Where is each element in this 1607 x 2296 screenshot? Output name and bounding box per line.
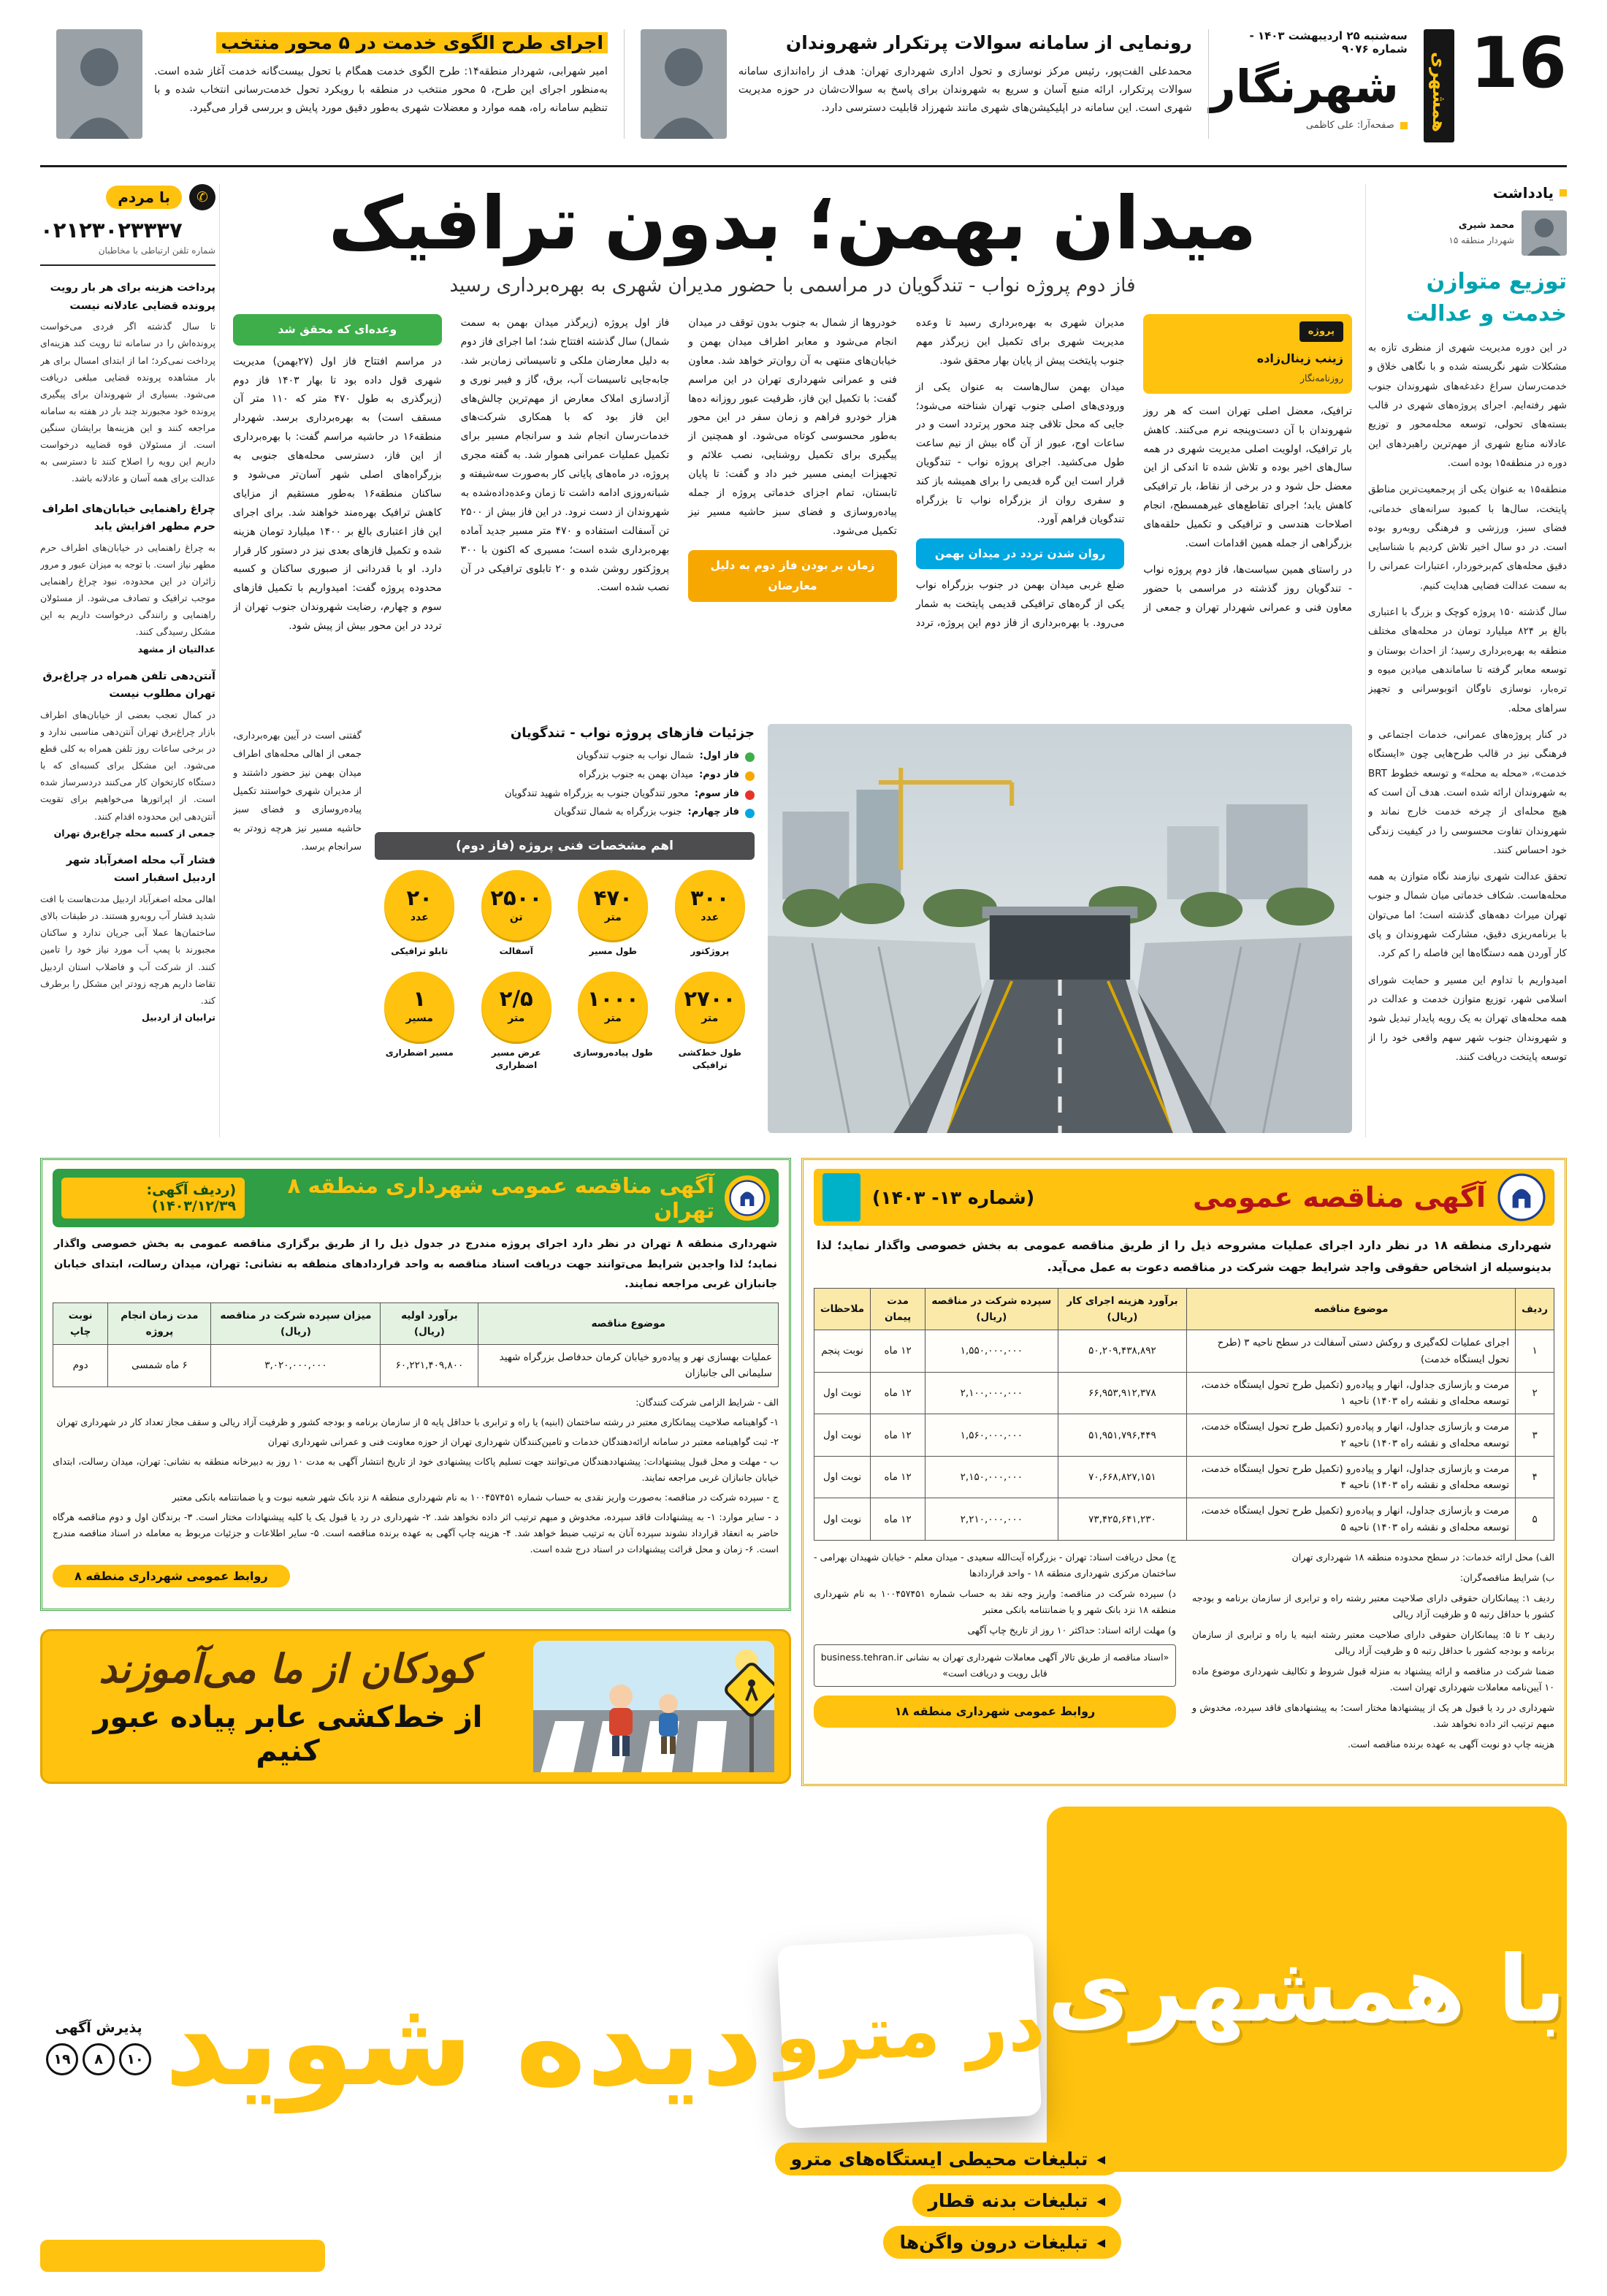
metro-ad-bottom-strip	[40, 2240, 325, 2272]
article-extra-paragraph: گفتنی است در آیین بهره‌برداری، جمعی از اهالی محله‌های اطراف میدان بهمن نیز حضور داشتند و از مدیران شهری خواستند تکمیل پیاده‌روسازی و فضای سبز حاشیه مسیر نیز هرچه زودتر به سرانجام برسد.	[233, 731, 362, 853]
with-people-items	[40, 279, 215, 1023]
note-paragraph: تحقق عدالت شهری نیازمند نگاه متوازن به همه محله‌هاست. شکاف خدماتی میان شمال و جنوب تهران میراث دهه‌های گذشته است؛ اما می‌توان با برنامه‌ریزی دقیق، مشارکت شهروندان و پای کار آوردن همه دستگاه‌ها این فاصله را کم کرد.	[1368, 871, 1567, 960]
masthead-rule	[40, 165, 1567, 167]
tender18-footer: روابط عمومی شهرداری منطقه ۱۸	[814, 1696, 1176, 1728]
kids-crossing-illustration	[533, 1641, 774, 1772]
reader-message-title: چراغ راهنمایی خیابان‌های اطراف حرم مطهر افزایش یابد	[42, 503, 215, 533]
section-header-phase-delay: زمان بر بودن فاز دوم به دلیل معارضان	[688, 550, 897, 602]
phase-row	[375, 787, 755, 802]
tender8-column-header: میزان سپرده شرکت در مناقصه (ریال)	[211, 1303, 381, 1345]
spec-value: ۴۷۰	[593, 885, 633, 910]
phase-color-dot-icon	[745, 752, 755, 762]
date-line: سه‌شنبه ۲۵ اردیبهشت ۱۴۰۳ - شماره ۹۰۷۶	[1249, 29, 1408, 56]
phases-list	[375, 745, 755, 820]
tender18-table-body	[814, 1330, 1554, 1541]
phone-digit-badge: ۱۰	[119, 2043, 151, 2075]
reader-message-title: آنتن‌دهی تلفن همراه در چراغ‌برق تهران مطلوب نیست	[42, 670, 215, 701]
main-headline: میدان بهمن؛ بدون ترافیک	[328, 180, 1257, 266]
contact-phone-number: ۰۲۱۲۳۰۲۳۳۳۷	[40, 218, 183, 243]
cell-deposit: ۳,۰۲۰,۰۰۰,۰۰۰	[211, 1345, 381, 1387]
table-row	[814, 1414, 1554, 1457]
tender8-table-body	[53, 1345, 779, 1387]
phase-row	[375, 749, 755, 764]
note-paragraph: سال گذشته ۱۵۰ پروژه کوچک و بزرگ با اعتباری بالغ بر ۸۲۴ میلیارد تومان در محله‌های مختلف منطقه به بهره‌برداری رسید؛ از احداث بوستان و توسعه معابر گرفته تا ساماندهی میادین میوه و تره‌بار، نوسازی ناوگان اتوبوسرانی و تجهیز سراهای محله.	[1368, 606, 1567, 714]
metro-ad-brand-panel	[1047, 1807, 1567, 2172]
ad-acceptance	[46, 2020, 151, 2075]
table-row	[814, 1330, 1554, 1373]
brief-title	[154, 29, 608, 57]
cell-term: ۱۲ ماه	[871, 1456, 925, 1498]
tehran-municipality-logo	[729, 1180, 766, 1216]
cell-deposit: ۱,۵۵۰,۰۰۰,۰۰۰	[925, 1330, 1058, 1373]
cell-row-number: ۲	[1516, 1372, 1554, 1414]
tender8-column-header: موضوع مناقصه	[478, 1303, 779, 1345]
reader-message	[40, 279, 215, 487]
spec-label: آسفالت	[499, 946, 533, 957]
spec-label: تابلو ترافیکی	[391, 946, 448, 957]
tender18-note: و) مهلت ارائه اسناد: حداکثر ۱۰ روز از تاریخ چاپ آگهی	[967, 1625, 1176, 1636]
tender18-header	[814, 1169, 1554, 1226]
reader-message-signature: عدالتیان از مشهد	[137, 643, 215, 655]
cell-estimate: ۷۳,۴۲۵,۶۴۱,۲۳۰	[1058, 1498, 1187, 1541]
kids-banner-subtitle: از خط‌کشی عابر پیاده عبور کنیم	[93, 1701, 483, 1768]
tender8-term: ب - مهلت و محل قبول پیشنهادات: پیشنهاددهندگان می‌توانند جهت تسلیم پاکات پیشنهادی خود از تاریخ انتشار آگهی به مدت ۱۰ روز به دبیرخانه منطقه به نشانی: تهران، میدان رسالت، ابتدای خیابان جانبازان غربی مراجعه نمایند.	[53, 1455, 779, 1483]
phone-digit-badge: ۱۹	[46, 2043, 78, 2075]
masthead-meta	[1210, 29, 1408, 131]
spec-label: عرض مسیر اضطراری	[491, 1047, 541, 1070]
article-media-row	[233, 724, 1352, 1133]
cell-note: دوم	[53, 1345, 108, 1387]
spec-value: ۱۰۰۰	[587, 986, 639, 1012]
cell-subject: مرمت و بازسازی جداول، انهار و پیاده‌رو (تکمیل طرح تحول ایستگاه خدمت، توسعه محله‌ای و نقشه راه ۱۴۰۳) ناحیه ۵	[1187, 1498, 1516, 1541]
note-paragraph: امیدواریم با تداوم این مسیر و حمایت شورای اسلامی شهر، توزیع متوازن خدمت و عدالت در همه محله‌های تهران به یک رویه پایدار تبدیل شود و شهروندان جنوب شهر سهم واقعی خود را از توسعه پایتخت دریافت کنند.	[1368, 974, 1567, 1063]
note-paragraph: در کنار پروژه‌های عمرانی، خدمات اجتماعی و فرهنگی نیز در قالب طرح‌هایی چون «ایستگاه خدمت»، «محله به محله» و توسعه خطوط BRT به شهروندان ارائه شده است. هدف آن است که هیچ محله‌ای از چرخه خدمت خارج نماند و شهروندان تفاوت محسوسی را در کیفیت زندگی خود احساس کنند.	[1368, 728, 1567, 856]
tender18-table	[814, 1288, 1554, 1541]
spec-item	[472, 972, 562, 1072]
reader-message	[40, 668, 215, 839]
reader-message-signature: جمعی از کسبه محله چراغ‌برق تهران	[53, 827, 215, 839]
cell-subject: اجرای عملیات لکه‌گیری و روکش دستی آسفالت در سطح ناحیه ۳ (طرح تحول ایستگاه خدمت)	[1187, 1330, 1516, 1373]
byline-name: زینب زینال‌زاده	[1256, 351, 1343, 366]
phase-color-dot-icon	[745, 771, 755, 781]
spec-value: ۳۰۰	[690, 885, 730, 910]
tender18-notes	[814, 1549, 1554, 1757]
reader-message	[40, 852, 215, 1023]
ad-acceptance-label: پذیرش آگهی	[55, 2020, 142, 2036]
tender18-column-header: ملاحظات	[814, 1288, 871, 1330]
page-number: 16	[1470, 23, 1567, 104]
metro-ad-brand-text: با همشهری	[1047, 1936, 1566, 2043]
reader-message-body: به چراغ راهنمایی در خیابان‌های اطراف حرم مطهر نیاز است. با توجه به میزان عبور و مرور زائران در این محدوده، نبود چراغ راهنمایی موجب ترافیک و تصادف می‌شود. از مسئولان راهنمایی و رانندگی درخواست داریم به این مشکل رسیدگی کنند.	[40, 541, 215, 638]
cell-note: نوبت اول	[814, 1498, 871, 1541]
phase-description: جنوب بزرگراه به شمال تندگویان	[554, 806, 682, 818]
spec-circle	[675, 972, 745, 1042]
spec-item	[568, 870, 658, 958]
tender18-note: الف) محل ارائه خدمات: در سطح محدوده منطقه ۱۸ شهرداری تهران	[1291, 1551, 1554, 1563]
tender18-notes-left-wrap	[814, 1549, 1176, 1757]
tender8-term: الف - شرایط الزامی شرکت کنندگان:	[635, 1396, 779, 1408]
cell-deposit: ۲,۱۰۰,۰۰۰,۰۰۰	[925, 1372, 1058, 1414]
tender18-column-header: سپرده شرکت در مناقصه (ریال)	[925, 1288, 1058, 1330]
spec-item	[665, 870, 755, 958]
table-row	[814, 1456, 1554, 1498]
tender18-intro: شهرداری منطقه ۱۸ در نظر دارد اجرای عملیات مشروحه ذیل را از طریق مناقصه عمومی به بخش خصوصی واگذار نماید؛ لذا بدینوسیله از اشخاص حقوقی واجد شرایط جهت شرکت در مناقصه دعوت به عمل می‌آید.	[817, 1238, 1552, 1275]
cell-subject: مرمت و بازسازی جداول، انهار و پیاده‌رو (تکمیل طرح تحول ایستگاه خدمت، توسعه محله‌ای و نقشه راه ۱۴۰۳) ناحیه ۴	[1187, 1456, 1516, 1498]
tender8-term: ج - سپرده شرکت در مناقصه: به‌صورت واریز نقدی به حساب شماره ۱۰۰۴۵۷۴۵۱ به نام شهرداری منطقه ۸ نزد بانک شهر شعبه نبوت و یا ضمانتنامه بانکی معتبر	[172, 1491, 779, 1503]
brief-title-text: اجرای طرح الگوی خدمت در ۵ محور منتخب	[216, 32, 608, 53]
section-header-traffic-flow: روان شدن تردد در میدان بهمن	[916, 538, 1125, 570]
table-row	[814, 1498, 1554, 1541]
article-paragraph: در راستای همین سیاست‌ها، فاز دوم پروژه نواب - تندگویان روز گذشته در مراسمی با حضور معاون فنی و عمرانی شهردار تهران و جمعی از مدیران شهری به بهره‌برداری رسید تا وعده مدیریت شهری برای تکمیل این زیرگذر مهم جنوب پایتخت پیش از پایان بهار محقق شود.	[915, 317, 1352, 614]
brief-portrait-photo	[641, 29, 727, 139]
tender-district-18	[801, 1158, 1567, 1786]
phase-label: فاز دوم:	[699, 768, 739, 780]
article-lead-paragraph: ترافیک، معضل اصلی تهران است که هر روز شهروندان با آن دست‌وپنجه نرم می‌کنند. کاهش بار ترافیک، اولویت اصلی مدیریت شهری در همه سال‌های اخیر بوده و تلاش شده تا اندکی از این معضل حل شود و در برخی از نقاط، بار ترافیکی کاهش یابد؛ اجرای تقاطع‌های غیرهمسطح، انجام اصلاحات هندسی و ترافیکی و تکمیل حلقه‌های بزرگراهی از جمله همین اقدامات است.	[1143, 405, 1352, 549]
reader-message-signature: ترابیان از اردبیل	[142, 1011, 215, 1023]
main-subhead: فاز دوم پروژه نواب - تندگویان در مراسمی با حضور مدیران شهری به بهره‌برداری رسید	[449, 275, 1136, 297]
reader-message-body: تا سال گذشته اگر فردی می‌خواست پرونده‌اش را در سامانه ثنا رویت کند هزینه‌ای پرداخت نمی‌کرد؛ اما از ابتدای امسال برای هر بار مشاهده پرونده قضایی مبلغی دریافت می‌شود. بسیاری از شهروندان برای پیگیری پرونده خود مجبورند چند بار در هفته به سامانه مراجعه کنند و این هزینه‌ها برایشان سنگین است. از مسئولان قوه قضاییه درخواست داریم این رویه را اصلاح کنند تا دسترسی به عدالت برای همه آسان و عادلانه باشد.	[40, 321, 215, 484]
cell-note: نوبت اول	[814, 1456, 871, 1498]
tender18-notes-right	[1192, 1549, 1554, 1757]
portrait-placeholder-icon	[1522, 210, 1567, 256]
spec-item	[665, 972, 755, 1072]
note-kicker-text: یادداشت	[1492, 184, 1554, 202]
spec-circle	[384, 972, 454, 1042]
spec-value: ۲۷۰۰	[684, 986, 736, 1012]
spec-label: طول مسیر	[589, 946, 637, 957]
tender18-title: آگهی مناقصه عمومی	[1192, 1181, 1486, 1213]
phone-icon: ✆	[189, 184, 215, 210]
note-author-role: شهردار منطقه ۱۵	[1448, 234, 1514, 245]
tender18-column-header: مدت پیمان	[871, 1288, 925, 1330]
brief-body: امیر شهرابی، شهردار منطقه۱۴: طرح الگوی خدمت همگام با تحول بیست‌گانه خدمت آغاز شده است. به‌منظور اجرای این طرح، ۵ محور منتخب در منطقه با رویکرد تحول خدمت‌رسانی انتخاب شده و با تنظیم سامانه راه، همه موارد و معضلات شهری به‌طور دقیق مورد پایش و بررسی قرار می‌گیرد.	[153, 65, 608, 115]
tender18-note: ب) شرایط مناقصه‌گران:	[1459, 1572, 1554, 1583]
note-author	[1448, 218, 1514, 248]
reader-message-title: پرداخت هزینه برای هر بار رویت پرونده قضایی عادلانه نیست	[50, 282, 215, 312]
tender18-note: ردیف ۱: پیمانکاران حقوقی دارای صلاحیت معتبر رشته راه و ترابری از سازمان برنامه و بودجه کشور با حداقل رتبه ۵ و ظرفیت آزاد ریالی	[1192, 1593, 1554, 1620]
top-brief	[624, 29, 1208, 139]
spec-unit: مسیر	[405, 1012, 433, 1025]
spec-unit: عدد	[410, 911, 429, 923]
note-title: توزیع متوازن خدمت و عدالت	[1406, 269, 1567, 327]
spec-item	[375, 972, 465, 1072]
specs-title: اهم مشخصات فنی پروژه (فاز دوم)	[375, 832, 755, 860]
tender18-note: شهرداری در رد یا قبول هر یک از پیشنهادها مختار است؛ به پیشنهادهای فاقد سپرده، مخدوش و مبهم ترتیب اثر داده نخواهد شد.	[1192, 1702, 1554, 1730]
note-author-photo	[1522, 210, 1567, 256]
phase-label: فاز سوم:	[694, 787, 739, 799]
masthead	[40, 23, 1567, 152]
spec-item	[568, 972, 658, 1072]
tender18-table-head	[814, 1288, 1554, 1330]
tender8-header	[53, 1169, 779, 1227]
tender8-term: د - سایر موارد: ۱- به پیشنهادات فاقد سپرده، مخدوش و مبهم ترتیب اثر داده نخواهد شد. ۲- شهرداری در رد یا قبول یک یا کلیه پیشنهادات مختار است. ۳- برندگان اول و دوم مناقصه هرگاه حاضر به انعقاد قرارداد نشوند سپرده آنان به ترتیب ضبط خواهد شد. ۴- هزینه چاپ آگهی به عهده برنده مناقصه است. ۵- سایر اطلاعات و جزئیات مربوط به معامله در اسناد مناقصه مندرج است. ۶- زمان و محل قرائت پیشنهادات در اسناد درج شده است.	[53, 1511, 779, 1555]
byline-role: روزنامه‌نگار	[1299, 372, 1343, 384]
with-people-badge-row	[40, 184, 215, 210]
newspaper-logo	[1210, 60, 1408, 113]
note-author-row	[1368, 210, 1567, 256]
tender-district-8	[40, 1158, 791, 1611]
reader-message-body: در کمال تعجب بعضی از خیابان‌های اطراف بازار چراغ‌برق تهران آنتن‌دهی مناسبی ندارد و در برخی ساعات روز تلفن همراه به کلی قطع می‌شود. این مشکل برای کسبه‌ای که با دستگاه کارتخوان کار می‌کنند دردسرساز شده است. از اپراتورها می‌خواهیم برای تقویت آنتن‌دهی این محدوده اقدام کنند.	[40, 709, 215, 822]
spec-circle	[675, 870, 745, 940]
triangle-bullet-icon: ◀	[1096, 2235, 1105, 2249]
cell-deposit: ۱,۵۶۰,۰۰۰,۰۰۰	[925, 1414, 1058, 1457]
phone-digit-badge: ۸	[83, 2043, 115, 2075]
cell-estimate: ۶۶,۹۵۳,۹۱۲,۳۷۸	[1058, 1372, 1187, 1414]
phase-row	[375, 768, 755, 783]
article-columns	[233, 314, 1352, 712]
reader-message	[40, 500, 215, 655]
phase-label: فاز چهارم:	[687, 806, 739, 818]
tender18-column-header: ردیف	[1516, 1288, 1554, 1330]
tender8-terms	[53, 1395, 779, 1557]
top-briefs	[40, 29, 1209, 139]
table-row	[814, 1372, 1554, 1414]
metro-ad-big-text: دیده شوید	[164, 1972, 763, 2113]
tender18-note: هزینه چاپ دو نوبت آگهی به عهده برنده مناقصه است.	[1348, 1739, 1554, 1750]
phase-row	[375, 805, 755, 820]
spec-unit: عدد	[701, 911, 719, 923]
note-kicker	[1368, 184, 1567, 202]
metro-advertisement	[40, 1801, 1567, 2272]
tender8-column-header: نوبت چاپ	[53, 1303, 108, 1345]
spec-circle	[481, 972, 551, 1042]
spec-label: پروژکتور	[690, 946, 730, 957]
cell-estimate: ۷۰,۶۶۸,۸۲۷,۱۵۱	[1058, 1456, 1187, 1498]
ad-acceptance-phone	[46, 2043, 151, 2075]
phase-description: میدان بهمن به جنوب بزرگراه	[579, 768, 694, 780]
newspaper-logo-text: شهرنگار	[1210, 60, 1399, 113]
article-paragraph: ضلع غربی میدان بهمن در جنوب بزرگراه نواب یکی از گره‌های ترافیکی قدیمی پایتخت به شمار می‌رود. با بهره‌برداری از فاز دوم این پروژه، تردد خودروها از شمال به جنوب بدون توقف در میدان انجام می‌شود و معابر اطراف میدان بهمن و خیابان‌های منتهی به آن روان‌تر خواهد شد. معاون فنی و عمرانی شهرداری تهران در این مراسم گفت: با تکمیل این فاز، ظرفیت عبور روزانه ده‌ها هزار خودرو فراهم و زمان سفر در این محور به‌طور محسوسی کوتاه می‌شود. او همچنین از پیگیری برای تکمیل روشنایی، نصب علائم و تجهیزات ایمنی مسیر خبر داد و گفت: تا پایان تابستان، تمام اجزای خدماتی پروژه از جمله پیاده‌روسازی و فضای سبز حاشیه مسیر نیز تکمیل می‌شود.	[688, 317, 1125, 630]
article-paragraph: میدان بهمن سال‌هاست به عنوان یکی از ورودی‌های اصلی جنوب تهران شناخته می‌شود؛ جایی که محل تلاقی چند محور پرتردد است و در ساعات اوج، عبور از آن گاه بیش از نیم ساعت طول می‌کشید. اجرای پروژه نواب - تندگویان قرار است این گره قدیمی را برای همیشه باز کند و سفری روان از بزرگراه نواب تا بزرگراه تندگویان فراهم آورد.	[915, 381, 1125, 525]
with-people-header	[40, 184, 215, 266]
tender18-note: ردیف ۲ تا ۵: پیمانکاران حقوقی دارای صلاحیت معتبر رشته ابنیه یا راه و ترابری از سازمان برنامه و بودجه کشور با حداقل رتبه ۵ و ظرفیت آزاد ریالی	[1192, 1629, 1554, 1657]
cell-subject: مرمت و بازسازی جداول، انهار و پیاده‌رو (تکمیل طرح تحول ایستگاه خدمت، توسعه محله‌ای و نقشه راه ۱۴۰۳) ناحیه ۱	[1187, 1372, 1516, 1414]
phase-description: محور تندگویان جنوب به بزرگراه شهید تندگویان	[505, 787, 689, 799]
spec-item	[375, 870, 465, 958]
note-column	[1368, 184, 1567, 1137]
cell-term: ۱۲ ماه	[871, 1372, 925, 1414]
underpass-project-photo	[768, 724, 1352, 1133]
spec-unit: متر	[604, 911, 622, 923]
spec-value: ۱	[413, 986, 427, 1012]
spec-circle	[481, 870, 551, 940]
phase-color-dot-icon	[745, 790, 755, 800]
tender18-note: ضمنا شرکت در مناقصه و ارائه پیشنهاد به منزله قبول شروط و تکالیف شهرداری موضوع ماده ۱۰ آیین‌نامه معاملات شهرداری تهران است.	[1192, 1666, 1554, 1693]
spec-value: ۲۵۰۰	[490, 885, 543, 910]
cell-estimate: ۵۱,۹۵۱,۷۹۶,۴۴۹	[1058, 1414, 1187, 1457]
cell-row-number: ۴	[1516, 1456, 1554, 1498]
tender8-term: ۱- گواهینامه صلاحیت پیمانکاری معتبر در رشته ساختمان (ابنیه) یا راه و ترابری با حداقل پایه ۵ از سازمان برنامه و بودجه کشور و ظرفیت آزاد ریالی و سقف مجاز تعداد کار در شهرداری تهران	[56, 1416, 779, 1427]
cell-term: ۱۲ ماه	[871, 1498, 925, 1541]
cell-term: ۱۲ ماه	[871, 1414, 925, 1457]
cell-row-number: ۳	[1516, 1414, 1554, 1457]
note-paragraph: در این دوره مدیریت شهری از منظری تازه به مشکلات شهر نگریسته شده و با نگاهی خلاق و خدمت‌رسان سراغ دغدغه‌های شهروندان جنوب شهر رفته‌ایم. اجرای پروژه‌های شهری در قالب بسته‌های تحولی، توسعه محله‌محور و توزیع عادلانه منابع شهری از مهم‌ترین راهبردهای این دوره در منطقه۱۵ بوده است.	[1368, 342, 1567, 469]
crosswalk-cartoon-icon	[533, 1641, 774, 1772]
with-people-column	[40, 184, 215, 1137]
metro-ad-card-text: در مترو	[771, 1980, 1047, 2081]
top-brief	[40, 29, 624, 139]
metro-service-label: تبلیغات درون واگن‌ها	[899, 2232, 1088, 2253]
tender8-footer: روابط عمومی شهرداری منطقه ۸	[53, 1565, 290, 1587]
phase-color-dot-icon	[745, 809, 755, 818]
metro-service-label: تبلیغات بدنه قطار	[928, 2190, 1088, 2211]
spec-value: ۲۰	[406, 885, 432, 910]
metro-service-pill	[883, 2226, 1121, 2259]
phases-title: جزئیات فازهای پروژه نواب - تندگویان	[510, 725, 755, 741]
spec-unit: تن	[509, 911, 523, 923]
cell-deposit: ۲,۱۵۰,۰۰۰,۰۰۰	[925, 1456, 1058, 1498]
main-article	[219, 180, 1366, 1137]
spec-label: طول پیاده‌روسازی	[573, 1047, 653, 1058]
cell-note: نوبت پنجم	[814, 1330, 871, 1373]
brief-content	[738, 29, 1192, 139]
cell-term: ۶ ماه شمسی	[108, 1345, 211, 1387]
tender8-column-header: مدت زمان انجام پروژه	[108, 1303, 211, 1345]
tender8-number: (ردیف آگهی: ۱۴۰۳/۱۲/۳۹)	[61, 1178, 245, 1218]
tender18-note: د) سپرده شرکت در مناقصه: واریز وجه نقد به حساب شماره ۱۰۰۴۵۷۴۵۱ به نام شهرداری منطقه ۱۸ نزد بانک شهر و یا ضمانتنامه بانکی معتبر	[814, 1588, 1176, 1616]
tender18-url-note: «اسناد مناقصه از طریق تالار آگهی معاملات شهرداری تهران به نشانی business.tehran.ir قابل رویت و دریافت است»	[814, 1644, 1176, 1687]
phase-description: شمال نواب به جنوب تندگویان	[576, 750, 694, 761]
tender8-table-head	[53, 1303, 779, 1345]
tender18-number: (شماره ۱۳- ۱۴۰۳)	[872, 1186, 1035, 1208]
kids-banner-slogan: کودکان از ما می‌آموزند	[99, 1645, 477, 1692]
article-kicker-tag: پروژه	[1299, 321, 1343, 342]
kids-banner-text	[57, 1645, 519, 1768]
spec-circle	[384, 870, 454, 940]
designer-credit	[1225, 120, 1408, 131]
tender8-title: آگهی مناقصه عمومی شهرداری منطقه ۸ تهران	[287, 1173, 714, 1223]
spec-label: مسیر اضطراری	[385, 1047, 454, 1058]
metro-ad-services	[775, 2143, 1121, 2259]
cell-row-number: ۱	[1516, 1330, 1554, 1373]
metro-service-pill	[775, 2143, 1121, 2175]
project-infographic	[375, 724, 755, 1133]
note-kicker-mark-icon	[1560, 189, 1567, 197]
table-row	[53, 1345, 779, 1387]
spec-unit: متر	[604, 1012, 622, 1025]
triangle-bullet-icon: ◀	[1096, 2194, 1105, 2208]
tehran-municipality-logo	[1497, 1173, 1546, 1221]
cell-row-number: ۵	[1516, 1498, 1554, 1541]
tender8-column-header: برآورد اولیه (ریال)	[381, 1303, 478, 1345]
designer-credit-text: صفحه‌آرا: علی کاظمی	[1305, 120, 1394, 131]
brief-portrait-photo	[56, 29, 142, 139]
portrait-placeholder-icon	[641, 29, 727, 139]
tender18-notes-left	[814, 1549, 1176, 1639]
portrait-placeholder-icon	[56, 29, 142, 139]
tender18-column-header: موضوع مناقصه	[1187, 1288, 1516, 1330]
tunnel-underpass-illustration	[768, 724, 1352, 1133]
brief-body: محمدعلی الفت‌پور، رئیس مرکز نوسازی و تحول اداری شهرداری تهران: هدف از راه‌اندازی سامانه سوالات پرتکرار، ارائه منبع آسان و سریع به شهروندان برای پاسخ به سوالات‌شان در حوزه مدیریت شهری است. این سامانه در اپلیکیشن‌های شهری مانند شهرزاد قابلیت دسترسی دارد.	[738, 65, 1192, 115]
designer-mark-icon	[1400, 122, 1408, 129]
byline-box	[1143, 314, 1352, 394]
cell-estimate: ۵۰,۲۰۹,۴۳۸,۸۹۲	[1058, 1330, 1187, 1373]
brand-vertical-strip: همشهری	[1424, 29, 1454, 142]
tender18-accent-block	[822, 1173, 860, 1221]
with-people-badge: با مردم	[106, 186, 182, 209]
spec-item	[472, 870, 562, 958]
spec-unit: متر	[701, 1012, 719, 1025]
note-body	[1368, 338, 1567, 1067]
reader-message-title: فشار آب محله اصغرآباد شهر اردبیل اسفبار است	[66, 854, 215, 885]
metro-service-pill	[912, 2184, 1121, 2217]
tender8-logo-disc	[725, 1175, 770, 1221]
cell-subject: عملیات بهسازی نهر و پیاده‌رو خیابان کرمان حدفاصل بزرگراه شهید سلیمانی الی جانبازان	[478, 1345, 779, 1387]
contact-phone-label: شماره تلفن ارتباطی با مخاطبان	[98, 245, 215, 256]
metro-ad-card	[771, 1933, 1047, 2129]
tender8-intro: شهرداری منطقه ۸ تهران در نظر دارد اجرای پروژه مندرج در جدول ذیل را از طریق برگزاری مناقصه عمومی به بخش خصوصی واگذار نماید؛ لذا واجدین شرایط می‌توانند جهت دریافت اسناد مناقصه به واحد قراردادهای منطقه به نشانی: تهران، میدان رسالت، ابتدای خیابان جانبازان غربی مراجعه نمایند.	[54, 1238, 777, 1291]
brief-title-text: رونمایی از سامانه سوالات پرتکرار شهروندان	[785, 32, 1192, 53]
triangle-bullet-icon: ◀	[1096, 2152, 1105, 2166]
note-author-name: محمد شیری	[1458, 220, 1514, 231]
section-header-promise-fulfilled: وعده‌ای که محقق شد	[233, 314, 442, 346]
note-paragraph: منطقه۱۵ به عنوان یکی از پرجمعیت‌ترین مناطق پایتخت، سال‌ها با کمبود سرانه‌های خدماتی، فضای سبز، ورزشی و فرهنگی روبه‌رو بوده است. در دو سال اخیر تلاش کردیم با شناسایی دقیق محله‌های کم‌برخوردار، اعتبارات عمرانی را به سمت عدالت فضایی هدایت کنیم.	[1368, 484, 1567, 592]
spec-label: طول خط‌کشی ترافیکی	[678, 1047, 741, 1070]
spec-unit: متر	[508, 1012, 525, 1025]
cell-deposit: ۲,۲۱۰,۰۰۰,۰۰۰	[925, 1498, 1058, 1541]
brief-title	[738, 29, 1192, 57]
tender18-note: ج) محل دریافت اسناد: تهران - بزرگراه آیت‌الله سعیدی - میدان معلم - خیابان شهیدان بهرامی - ساختمان مرکزی شهرداری منطقه ۱۸ - واحد قراردادها	[814, 1551, 1176, 1579]
cell-note: نوبت اول	[814, 1372, 871, 1414]
article-paragraph: فاز اول پروژه (زیرگذر میدان بهمن به سمت شمال) سال گذشته افتتاح شد؛ اما اجرای فاز دوم به دلیل معارضان ملکی و تاسیساتی زمان‌بر شد. جابه‌جایی تاسیسات آب، برق، گاز و فیبر نوری و آزادسازی املاک معارض از مهم‌ترین چالش‌های این فاز بود که با همکاری شرکت‌های خدمات‌رسان انجام شد و سرانجام مسیر برای تکمیل عملیات عمرانی هموار شد. به گفته مجری پروژه، در ماه‌های پایانی کار به‌صورت سه‌شیفته و شبانه‌روزی ادامه داشت تا زمان وعده‌داده‌شده به شهروندان از دست نرود. در این فاز بیش از ۲۵۰۰ تن آسفالت استفاده و ۴۷۰ متر مسیر جدید آماده بهره‌برداری شده است؛ مسیری که اکنون با ۳۰۰ پروژکتور روشن شده و ۲۰ تابلوی ترافیکی در آن نصب شده است.	[460, 317, 670, 594]
cell-note: نوبت اول	[814, 1414, 871, 1457]
article-paragraph: در مراسم افتتاح فاز اول (۲۷بهمن) مدیریت شهری قول داده بود تا بهار ۱۴۰۳ فاز دوم (زیرگذری به طول ۴۷۰ متر که ۱۱۰ متر آن مسقف است) به بهره‌برداری برسد. شهردار منطقه۱۶ در حاشیه مراسم گفت: با بهره‌برداری از این فاز، دسترسی محله‌های جنوبی به بزرگراه‌های اصلی شهر آسان‌تر می‌شود و ساکنان منطقه۱۶ به‌طور مستقیم از مزایای کاهش ترافیک بهره‌مند خواهند شد. برای اجرای این فاز اعتباری بالغ بر ۱۴۰۰ میلیارد تومان هزینه شده و تکمیل فازهای بعدی نیز در دستور کار قرار دارد. او با قدردانی از صبوری ساکنان و کسبه محدوده پروژه گفت: امیدواریم با تکمیل فازهای سوم و چهارم، رضایت شهروندان جنوب تهران از تردد در این محور بیش از پیش شود.	[233, 355, 442, 633]
tender8-term: ۲- ثبت گواهینامه معتبر در سامانه ارائه‌دهندگان خدمات و تامین‌کنندگان شهرداری تهران از حوزه معاونت فنی و عمرانی شهرداری تهران	[267, 1435, 779, 1447]
spec-circle	[578, 972, 648, 1042]
spec-value: ۲/۵	[499, 986, 533, 1012]
tender18-column-header: برآورد هزینه اجرای کار (ریال)	[1058, 1288, 1187, 1330]
cell-estimate: ۶۰,۲۲۱,۴۰۹,۸۰۰	[381, 1345, 478, 1387]
reader-message-body: اهالی محله اصغرآباد اردبیل مدت‌هاست با افت شدید فشار آب روبه‌رو هستند. در طبقات بالای ساختمان‌ها عملا آبی جریان ندارد و ساکنان مجبورند با پمپ آب مورد نیاز خود را تامین کنند. از شرکت آب و فاضلاب استان اردبیل تقاضا داریم هرچه زودتر این مشکل را برطرف کند.	[40, 893, 215, 1006]
cell-subject: مرمت و بازسازی جداول، انهار و پیاده‌رو (تکمیل طرح تحول ایستگاه خدمت، توسعه محله‌ای و نقشه راه ۱۴۰۳) ناحیه ۲	[1187, 1414, 1516, 1457]
kids-safety-banner	[40, 1629, 791, 1784]
phase-label: فاز اول:	[699, 750, 739, 761]
tender8-table	[53, 1303, 779, 1387]
specs-grid	[375, 870, 755, 1072]
cell-term: ۱۲ ماه	[871, 1330, 925, 1373]
brief-content	[154, 29, 608, 139]
metro-service-label: تبلیغات محیطی ایستگاه‌های مترو	[790, 2148, 1088, 2170]
spec-circle	[578, 870, 648, 940]
